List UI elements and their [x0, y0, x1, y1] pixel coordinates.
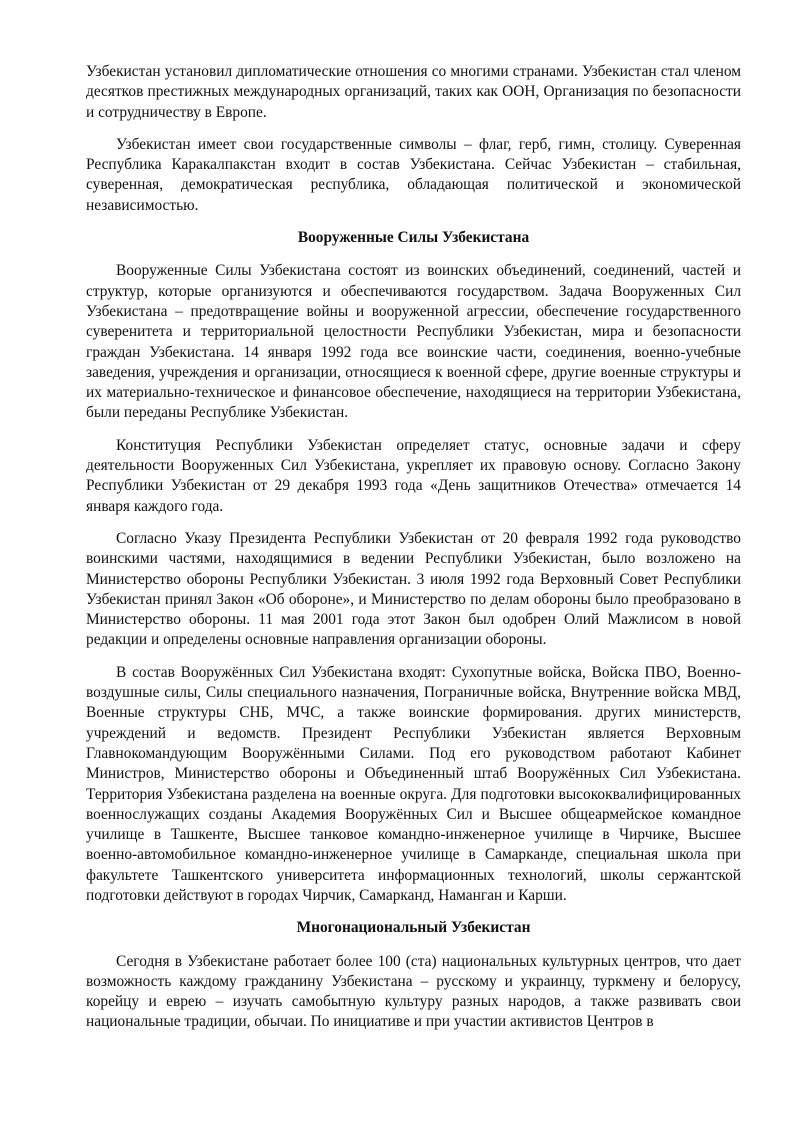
document-page [86, 62, 741, 1045]
section-heading-armed-forces: Вооруженные Силы Узбекистана [297, 229, 530, 247]
paragraph-armed-forces-composition: Вооруженные Силы Узбекистана состоят из воинских объединений, соединений, частей и структур, которые организуются и обеспечиваются государством. Задача Вооруженных Сил Узбекистана – предотвращение войны и вооруженной агрессии, обеспечение государственного суверенитета и территориальной целостности Республики Узбекистан, мира и безопасности граждан Узбекистана. 14 января 1992 года все воинские части, соединения, военно-учебные заведения, учреждения и организации, относящиеся к военной сфере, другие военные структуры и их материально-техническое и финансовое обеспечение, находящиеся на территории Узбекистана, были переданы Республике Узбекистан. [86, 262, 741, 422]
paragraph-cultural-centers: Сегодня в Узбекистане работает более 100 (ста) национальных культурных центров, что дает возможность каждому гражданину Узбекистана – русскому и украинцу, туркмену и белорусу, корейцу и еврею – изучать самобытную культуру разных народов, а также развивать свои национальные традиции, обычаи. По инициативе и при участии активистов Центров в [86, 952, 741, 1031]
section-heading-multinational: Многонациональный Узбекистан [296, 919, 531, 937]
paragraph-diplomatic-relations: Узбекистан установил дипломатические отношения со многими странами. Узбекистан стал членом десятков престижных международных организаций, таких как ООН, Организация по безопасности и сотрудничеству в Европе. [86, 63, 741, 121]
paragraph-constitution: Конституция Республики Узбекистан определяет статус, основные задачи и сферу деятельности Вооруженных Сил Узбекистана, укрепляет их правовую основу. Согласно Закону Республики Узбекистан от 29 декабря 1993 года «День защитников Отечества» отмечается 14 января каждого года. [86, 436, 741, 515]
paragraph-presidential-decree: Согласно Указу Президента Республики Узбекистан от 20 февраля 1992 года руководство воинскими частями, находящимися в ведении Республики Узбекистан, было возложено на Министерство обороны Республики Узбекистан. 3 июля 1992 года Верховный Совет Республики Узбекистан принял Закон «Об обороне», и Министерство по делам обороны было преобразовано в Министерство обороны. 11 мая 2001 года этот Закон был одобрен Олий Мажлисом в новой редакции и определены основные направления организации обороны. [86, 529, 741, 649]
paragraph-armed-forces-structure: В состав Вооружённых Сил Узбекистана входят: Сухопутные войска, Войска ПВО, Военно-воздушные силы, Силы специального назначения, Пограничные войска, Внутренние войска МВД, Военные структуры СНБ, МЧС, а также воинские формирования. других министерств, учреждений и ведомств. Президент Республики Узбекистан является Верховным Главнокомандующим Вооружёнными Силами. Под его руководством работают Кабинет Министров, Министерство обороны и Объединенный штаб Вооружённых Сил Узбекистана. Территория Узбекистана разделена на военные округа. Для подготовки высококвалифицированных военнослужащих созданы Академия Вооружённых Сил и Высшее общеармейское командное училище в Ташкенте, Высшее танковое командно-инженерное училище в Чирчике, Высшее военно-автомобильное командно-инженерное училище в Самарканде, специальная школа при факультете Ташкентского университета информационных технологий, школы сержантской подготовки действуют в городах Чирчик, Самарканд, Наманган и Карши. [86, 663, 741, 904]
paragraph-state-symbols: Узбекистан имеет свои государственные символы – флаг, герб, гимн, столицу. Суверенная Республика Каракалпакстан входит в состав Узбекистана. Сейчас Узбекистан – стабильная, суверенная, демократическая республика, обладающая политической и экономической независимостью. [86, 135, 741, 214]
